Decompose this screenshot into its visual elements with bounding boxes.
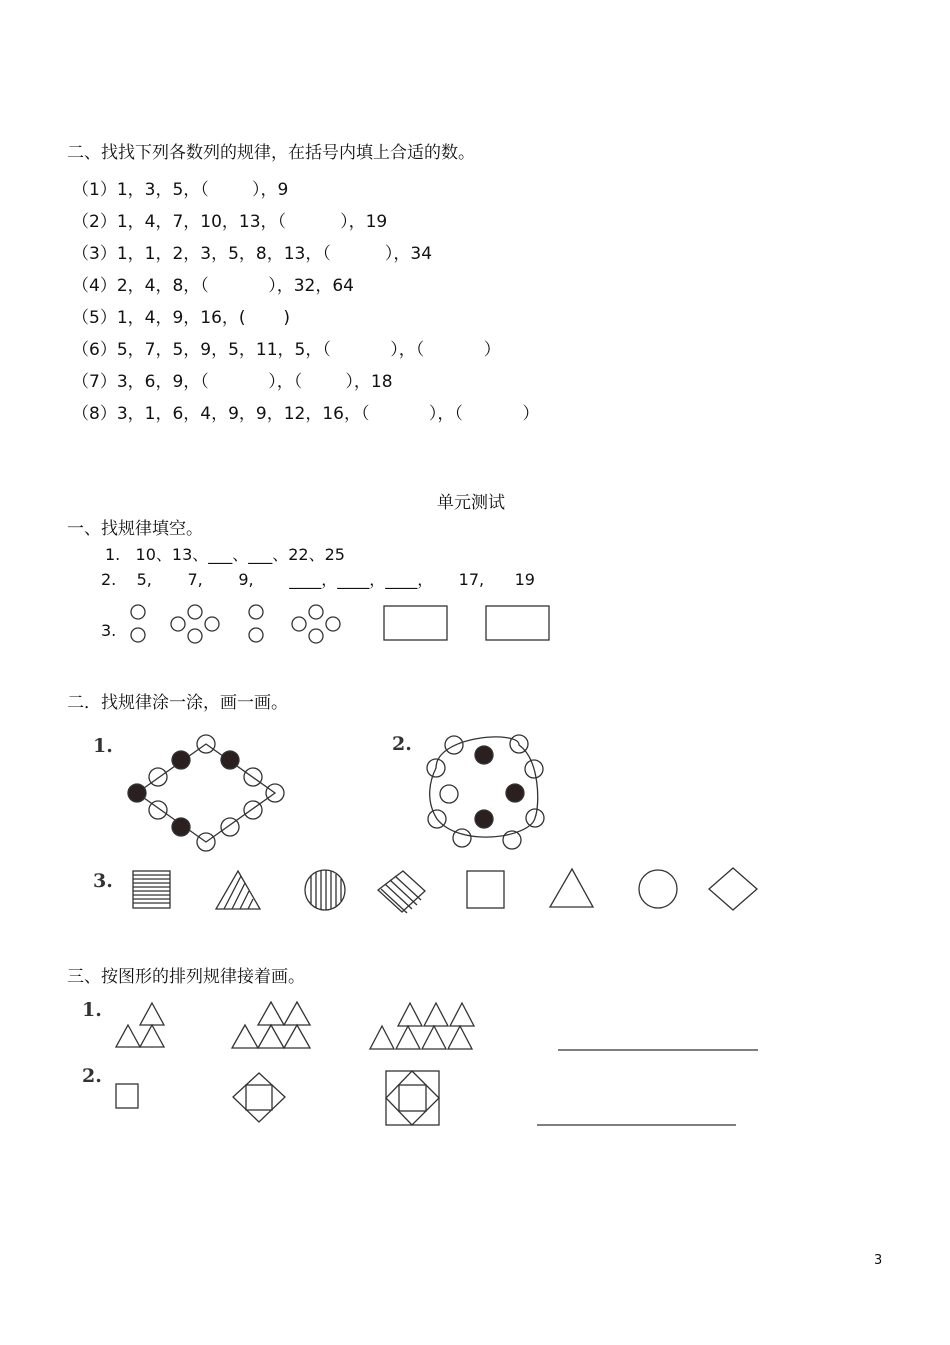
sequence-item-3: （3）1，1，2，3，5，8，13，（ ），34 bbox=[72, 244, 433, 264]
rhombus-outline-icon bbox=[709, 868, 757, 910]
part3-label-1: 1. bbox=[82, 999, 102, 1021]
part1-question-1: 1. 10、13、___、___、22、25 bbox=[105, 545, 345, 564]
nested-shape-2 bbox=[233, 1073, 285, 1122]
triangle-outline-icon bbox=[550, 869, 593, 907]
shaded-square-icon bbox=[133, 871, 170, 908]
part2-heading: 二．找规律涂一涂，画一画。 bbox=[67, 693, 288, 713]
sequence-item-6: （6）5，7，5，9，5，11，5，（ ），（ ） bbox=[72, 340, 501, 360]
shaded-triangle-icon bbox=[216, 871, 260, 909]
bead-ring-figure bbox=[427, 735, 544, 849]
part2-label-1: 1. bbox=[93, 735, 113, 757]
part1-question-3-label: 3. bbox=[101, 621, 117, 640]
section2-heading: 二、找找下列各数列的规律，在括号内填上合适的数。 bbox=[67, 143, 475, 163]
part1-question-2: 2. 5, 7, 9, ____，____，____， 17, 19 bbox=[101, 570, 535, 589]
circle-pattern-row bbox=[131, 605, 340, 643]
triangle-stack-3 bbox=[370, 1003, 474, 1049]
sequence-item-5: （5）1，4，9，16，( ) bbox=[72, 308, 290, 328]
sequence-item-7: （7）3，6，9，（ ），（ ），18 bbox=[72, 372, 393, 392]
unit-test-title: 单元测试 bbox=[437, 493, 505, 513]
part3-label-2: 2. bbox=[82, 1065, 102, 1087]
part2-label-2: 2. bbox=[392, 733, 412, 755]
part1-heading: 一、找规律填空。 bbox=[67, 519, 203, 539]
shaded-circle-icon bbox=[305, 870, 345, 910]
part2-label-3: 3. bbox=[93, 870, 113, 892]
part3-heading: 三、按图形的排列规律接着画。 bbox=[67, 967, 305, 987]
answer-box-1[interactable] bbox=[384, 606, 447, 640]
sequence-item-4: （4）2，4，8，（ ），32，64 bbox=[72, 276, 354, 296]
nested-shape-3 bbox=[386, 1071, 439, 1125]
sequence-item-8: （8）3，1，6，4，9，9，12，16，（ ），（ ） bbox=[72, 404, 540, 424]
sequence-item-2: （2）1，4，7，10，13，（ ），19 bbox=[72, 212, 388, 232]
triangle-stack-2 bbox=[232, 1002, 310, 1048]
page-number: 3 bbox=[874, 1253, 883, 1268]
shaded-rhombus-icon bbox=[378, 871, 425, 913]
bead-diamond-figure bbox=[128, 735, 284, 851]
sequence-item-1: （1）1，3，5，（ ），9 bbox=[72, 180, 289, 200]
square-outline-icon bbox=[467, 871, 504, 908]
triangle-stack-1 bbox=[116, 1003, 164, 1047]
answer-box-2[interactable] bbox=[486, 606, 549, 640]
nested-shape-1 bbox=[116, 1084, 138, 1108]
circle-outline-icon bbox=[639, 870, 677, 908]
